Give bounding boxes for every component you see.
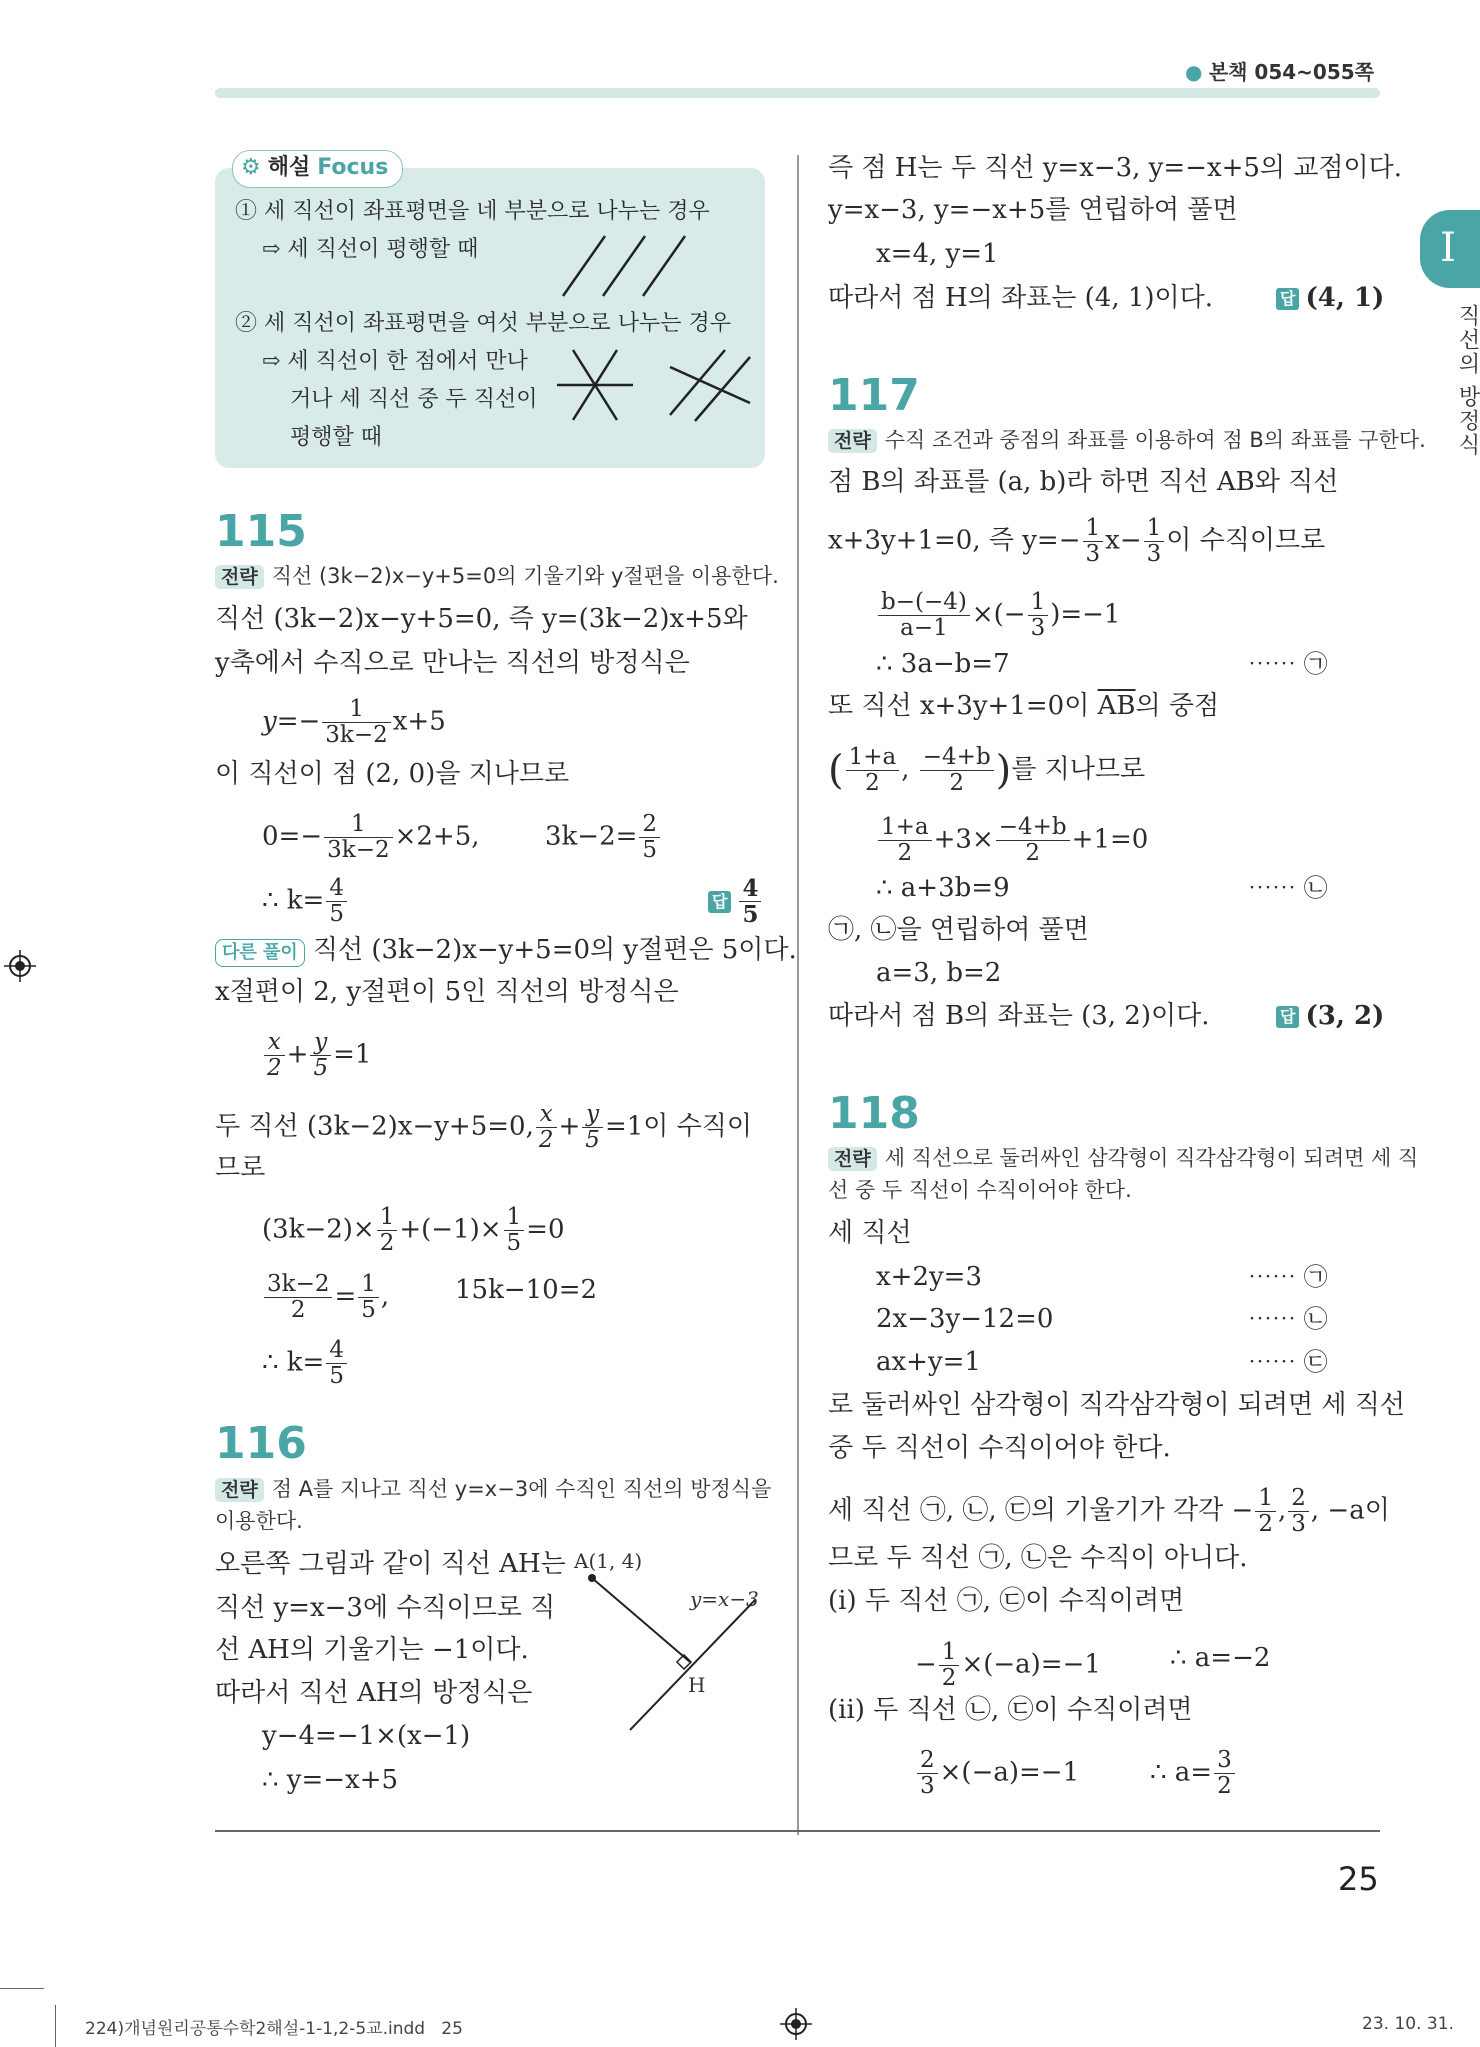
bottom-rule	[215, 1830, 1380, 1832]
p115-line-5: 므로	[215, 1153, 266, 1183]
p117-line-5: ㉠, ㉡을 연립하여 풀면	[828, 915, 1089, 945]
p115-line-3: 이 직선이 점 (2, 0)을 지나므로	[215, 759, 570, 789]
registration-mark-icon	[4, 950, 36, 982]
p116-cont-2: y=x−3, y=−x+5를 연립하여 풀면	[828, 195, 1238, 225]
p118-marker-1: ⋯⋯ ㉠	[1248, 1263, 1328, 1291]
p118-line-7: (ⅱ) 두 직선 ㉡, ㉢이 수직이려면	[828, 1695, 1193, 1725]
p117-marker-1: ⋯⋯ ㉠	[1248, 650, 1328, 678]
concurrent-lines-figure	[555, 345, 635, 425]
p118-line-1: 세 직선	[828, 1218, 912, 1248]
p116-eq-1: y−4=−1×(x−1)	[262, 1721, 471, 1751]
parallel-lines-figure	[555, 232, 715, 300]
focus-item-2-sub3: 평행할 때	[290, 425, 383, 450]
p117-eq-3: $\frac{1+a}{2}$ +3× $\frac{-4+b}{2}$ +1=0	[876, 815, 1148, 866]
perpendicular-figure	[560, 1540, 780, 1740]
problem-116-number: 116	[215, 1418, 307, 1469]
bullet-icon: ●	[1185, 60, 1203, 84]
p118-eq-4: − $\frac{1}{2}$ ×(−a)=−1	[915, 1639, 1101, 1691]
p118-line-6: (ⅰ) 두 직선 ㉠, ㉢이 수직이려면	[828, 1586, 1185, 1616]
p117-line-4: ( $\frac{1+a}{2}$ , $\frac{-4+b}{2}$ )를 지나므로	[828, 744, 1146, 796]
p117-line-1: 점 B의 좌표를 (a, b)라 하면 직선 AB와 직선	[828, 467, 1339, 497]
p116-cont-3: x=4, y=1	[876, 239, 999, 269]
p115-alt-1: 다른 풀이 직선 (3k−2)x−y+5=0의 y절편은 5이다.	[215, 934, 797, 967]
p117-line-2: x+3y+1=0, 즉 y=− $\frac{1}{3}$ x− $\frac{1}{3}$ 이 수직이므로	[828, 515, 1326, 567]
p115-eq-1: y=− $\frac{1}{3k-2}$ x+5	[262, 696, 446, 748]
p116-line-3: 선 AH의 기울기는 −1이다.	[215, 1635, 529, 1665]
footer-date: 23. 10. 31.	[1362, 2014, 1454, 2034]
p116-line-4: 따라서 직선 AH의 방정식은	[215, 1678, 533, 1708]
header-ref: ● 본책 054~055쪽	[1185, 60, 1374, 84]
line-label: y=x−3	[690, 1587, 759, 1611]
problem-118-number: 118	[828, 1088, 920, 1139]
p117-eq-2: ∴ 3a−b=7	[876, 649, 1010, 679]
p117-eq-4: ∴ a+3b=9	[876, 873, 1010, 903]
crossing-parallel-figure	[665, 345, 755, 425]
footer-crop-line	[55, 2005, 56, 2047]
p118-line-5: 므로 두 직선 ㉠, ㉡은 수직이 아니다.	[828, 1543, 1248, 1573]
p115-eq-6b: 15k−10=2	[455, 1275, 598, 1305]
side-tab	[1420, 210, 1480, 288]
p118-line-4: 세 직선 ㉠, ㉡, ㉢의 기울기가 각각 − $\frac{1}{2}$ , $\frac{2}{3}$ , −a이	[828, 1485, 1390, 1537]
problem-116-strategy-1: 전략 점 A를 지나고 직선 y=x−3에 수직인 직선의 방정식을	[215, 1474, 771, 1504]
p117-eq-5: a=3, b=2	[876, 958, 1002, 988]
column-divider	[797, 155, 799, 1835]
p117-answer: 답 (3, 2)	[1276, 1000, 1384, 1032]
p118-eq-3: ax+y=1	[876, 1347, 981, 1377]
focus-title: ⚙ 해설 Focus	[232, 150, 403, 188]
focus-item-1-sub: ⇨ 세 직선이 평행할 때	[262, 237, 479, 262]
gear-icon: ⚙	[241, 155, 261, 180]
page-number: 25	[1338, 1860, 1379, 1898]
side-tab-label: 직선의 방정식	[1455, 304, 1480, 457]
problem-116-strategy-2: 이용한다.	[215, 1509, 303, 1533]
p115-eq-5: (3k−2)× $\frac{1}{2}$ +(−1)× $\frac{1}{5}$ =0	[262, 1204, 565, 1256]
p115-answer: 답 $\frac{4}{5}$	[708, 876, 763, 927]
p118-line-2: 로 둘러싸인 삼각형이 직각삼각형이 되려면 세 직선	[828, 1390, 1406, 1420]
p116-answer: 답 (4, 1)	[1276, 282, 1384, 314]
p115-eq-3: ∴ k= $\frac{4}{5}$	[262, 876, 349, 927]
focus-item-1: ① 세 직선이 좌표평면을 네 부분으로 나누는 경우	[235, 199, 710, 224]
p115-line-2: y축에서 수직으로 만나는 직선의 방정식은	[215, 648, 690, 678]
p116-cont-1: 즉 점 H는 두 직선 y=x−3, y=−x+5의 교점이다.	[828, 153, 1403, 183]
p115-eq-2b: 3k−2= $\frac{2}{5}$	[545, 812, 662, 863]
p115-line-1: 직선 (3k−2)x−y+5=0, 즉 y=(3k−2)x+5와	[215, 604, 748, 634]
p118-marker-3: ⋯⋯ ㉢	[1248, 1348, 1328, 1376]
p117-line-3: 또 직선 x+3y+1=0이 $\overline{AB}$의 중점	[828, 691, 1220, 721]
problem-118-strategy-1: 전략 세 직선으로 둘러싸인 삼각형이 직각삼각형이 되려면 세 직	[828, 1143, 1418, 1173]
focus-item-2-sub2: 거나 세 직선 중 두 직선이	[290, 387, 538, 412]
side-tab-numeral: I	[1440, 225, 1456, 271]
footer-crop-line	[0, 1988, 44, 1989]
point-a-label: A(1, 4)	[574, 1549, 643, 1573]
p115-line-4: 두 직선 (3k−2)x−y+5=0, $\frac{x}{2}$ + $\frac{y}{5}$ =1이 수직이	[215, 1101, 752, 1153]
problem-117-strategy: 전략 수직 조건과 중점의 좌표를 이용하여 점 B의 좌표를 구한다.	[828, 425, 1426, 455]
p115-alt-2: x절편이 2, y절편이 5인 직선의 방정식은	[215, 977, 679, 1007]
p116-cont-4: 따라서 점 H의 좌표는 (4, 1)이다.	[828, 283, 1214, 313]
p115-eq-2: 0=− $\frac{1}{3k-2}$ ×2+5,	[262, 811, 480, 863]
p117-line-6: 따라서 점 B의 좌표는 (3, 2)이다.	[828, 1001, 1210, 1031]
problem-115-number: 115	[215, 506, 307, 557]
p117-eq-1: $\frac{b-(-4)}{a-1}$ ×(− $\frac{1}{3}$ )=−1	[876, 590, 1120, 641]
problem-118-strategy-2: 선 중 두 직선이 수직이어야 한다.	[828, 1178, 1132, 1202]
header-bar	[215, 88, 1380, 98]
problem-115-strategy: 전략 직선 (3k−2)x−y+5=0의 기울기와 y절편을 이용한다.	[215, 561, 779, 591]
focus-item-2: ② 세 직선이 좌표평면을 여섯 부분으로 나누는 경우	[235, 311, 731, 336]
p118-eq-4-result: ∴ a=−2	[1170, 1643, 1271, 1673]
p118-marker-2: ⋯⋯ ㉡	[1248, 1305, 1328, 1333]
p118-eq-5: $\frac{2}{3}$ ×(−a)=−1	[915, 1748, 1079, 1799]
point-h-label: H	[688, 1673, 706, 1697]
p118-eq-2: 2x−3y−12=0	[876, 1304, 1054, 1334]
footer-file: 224)개념원리공통수학2해설-1-1,2-5교.indd 25	[85, 2019, 463, 2039]
p116-eq-2: ∴ y=−x+5	[262, 1765, 399, 1795]
p116-line-2: 직선 y=x−3에 수직이므로 직	[215, 1593, 556, 1623]
p115-eq-7: ∴ k= $\frac{4}{5}$	[262, 1338, 349, 1389]
registration-mark-icon	[780, 2008, 812, 2040]
p118-line-3: 중 두 직선이 수직이어야 한다.	[828, 1433, 1171, 1463]
problem-117-number: 117	[828, 370, 920, 421]
focus-item-2-sub1: ⇨ 세 직선이 한 점에서 만나	[262, 349, 528, 374]
p116-line-1: 오른쪽 그림과 같이 직선 AH는	[215, 1549, 566, 1579]
p117-marker-2: ⋯⋯ ㉡	[1248, 874, 1328, 902]
p118-eq-1: x+2y=3	[876, 1262, 983, 1292]
p115-eq-6: $\frac{3k-2}{2}$ = $\frac{1}{5}$ ,	[262, 1272, 389, 1323]
p118-eq-5-result: ∴ a= $\frac{3}{2}$	[1150, 1748, 1237, 1799]
p115-eq-4: $\frac{x}{2}$ + $\frac{y}{5}$ =1	[262, 1030, 371, 1081]
